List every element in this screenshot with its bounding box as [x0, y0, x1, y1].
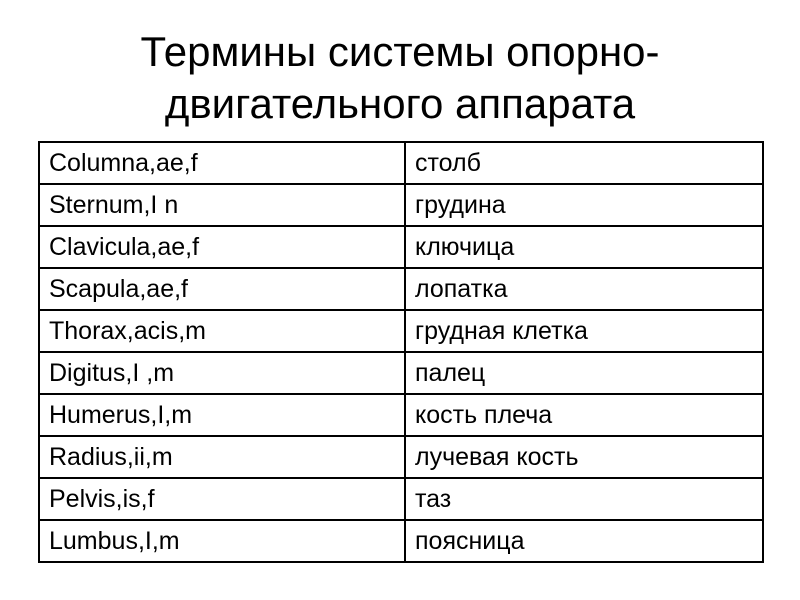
slide-title-line-2: двигательного аппарата	[164, 80, 636, 127]
latin-term-cell: Scapula,ae,f	[39, 268, 405, 310]
terms-table	[38, 141, 764, 563]
russian-translation-cell: палец	[405, 352, 763, 394]
table-row	[39, 142, 763, 184]
latin-term-cell: Radius,ii,m	[39, 436, 405, 478]
slide-title	[0, 26, 800, 130]
table-row	[39, 436, 763, 478]
latin-term-cell: Humerus,I,m	[39, 394, 405, 436]
table-row	[39, 394, 763, 436]
latin-term-cell: Thorax,acis,m	[39, 310, 405, 352]
russian-translation-cell: ключица	[405, 226, 763, 268]
table-row	[39, 352, 763, 394]
russian-translation-cell: таз	[405, 478, 763, 520]
russian-translation-cell: лопатка	[405, 268, 763, 310]
latin-term-cell: Sternum,I n	[39, 184, 405, 226]
latin-term-cell: Lumbus,I,m	[39, 520, 405, 562]
latin-term-cell: Pelvis,is,f	[39, 478, 405, 520]
latin-term-cell: Columna,ae,f	[39, 142, 405, 184]
russian-translation-cell: столб	[405, 142, 763, 184]
russian-translation-cell: поясница	[405, 520, 763, 562]
russian-translation-cell: кость плеча	[405, 394, 763, 436]
slide-title-line-1: Термины системы опорно-	[140, 28, 660, 75]
table-row	[39, 268, 763, 310]
latin-term-cell: Clavicula,ae,f	[39, 226, 405, 268]
table-row	[39, 478, 763, 520]
russian-translation-cell: лучевая кость	[405, 436, 763, 478]
table-row	[39, 226, 763, 268]
table-row	[39, 520, 763, 562]
russian-translation-cell: грудная клетка	[405, 310, 763, 352]
table-row	[39, 310, 763, 352]
table-row	[39, 184, 763, 226]
russian-translation-cell: грудина	[405, 184, 763, 226]
latin-term-cell: Digitus,I ,m	[39, 352, 405, 394]
